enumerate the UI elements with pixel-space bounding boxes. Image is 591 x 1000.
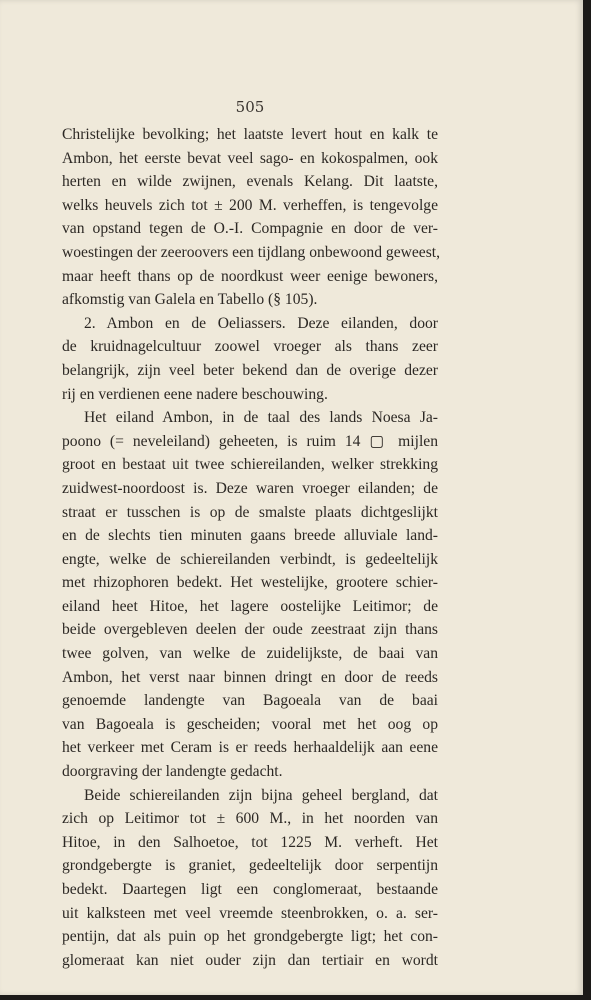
body-text — [62, 123, 441, 972]
text-line: grondgebergte is graniet, gedeeltelijk door serpentijn — [62, 857, 438, 875]
text-line: Het eiland Ambon, in de taal des lands Noesa Ja- — [84, 409, 438, 427]
text-line: Ambon, het eerste bevat veel sago- en kokospalmen, ook — [62, 149, 438, 167]
text-line: bedekt. Daartegen ligt een conglomeraat, bestaande — [62, 881, 438, 898]
text-line: poono (= neveleiland) geheeten, is ruim 14 ▢ mijlen — [62, 432, 438, 450]
text-line: engte, welke de schiereilanden verbindt, is gedeeltelijk — [62, 550, 438, 568]
text-line: van Bagoeala is gescheiden; vooral met het oog op — [62, 715, 438, 733]
text-line: van opstand tegen de O.-I. Compagnie en door de ver- — [62, 220, 438, 238]
text-line: met rhizophoren bedekt. Het westelijke, grootere schier- — [62, 574, 438, 592]
text-line: beide overgebleven deelen der oude zeestraat zijn thans — [62, 621, 438, 639]
text-line: en de slechts tien minuten gaans breede alluviale land- — [62, 527, 438, 545]
text-line: zuidwest-noordoost is. Deze waren vroeger eilanden; de — [62, 479, 438, 497]
text-line: 2. Ambon en de Oeliassers. Deze eilanden, door — [84, 314, 438, 332]
text-line: het verkeer met Ceram is er reeds herhaaldelijk aan eene — [62, 739, 438, 757]
page-number: 505 — [235, 98, 265, 116]
text-line: pentijn, dat als puin op het grondgebergte ligt; het con- — [62, 928, 438, 946]
text-line: Ambon, het verst naar binnen dringt en door de reeds — [62, 668, 438, 686]
text-line: glomeraat kan niet ouder zijn dan tertiair en wordt — [62, 951, 438, 969]
text-line: herten en wilde zwijnen, evenals Kelang. Dit laatste, — [62, 173, 438, 191]
text-line: rij en verdienen eene nadere beschouwing. — [62, 385, 328, 403]
text-line: Christelijke bevolking; het laatste levert hout en kalk te — [62, 126, 438, 143]
text-line: woestingen der zeeroovers een tijdlang onbewoond geweest, — [62, 243, 441, 261]
text-line: maar heeft thans op de noordkust weer eenige bewoners, — [62, 267, 438, 285]
text-line: welks heuvels zich tot ± 200 M. verheffen, is tengevolge — [62, 196, 438, 214]
text-line: belangrijk, zijn veel beter bekend dan de overige dezer — [62, 361, 438, 379]
text-line: doorgraving der landengte gedacht. — [62, 763, 283, 781]
text-line: Beide schiereilanden zijn bijna geheel bergland, dat — [84, 786, 438, 804]
text-line: twee golven, van welke de zuidelijkste, de baai van — [62, 645, 438, 663]
text-line: zich op Leitimor tot ± 600 M., in het noorden van — [62, 810, 438, 828]
text-line: de kruidnagelcultuur zoowel vroeger als thans zeer — [62, 338, 438, 356]
text-line: eiland heet Hitoe, het lagere oostelijke Leitimor; de — [62, 597, 438, 615]
text-line: groot en bestaat uit twee schiereilanden, welker strekking — [62, 456, 438, 474]
text-line: uit kalksteen met veel vreemde steenbrokken, o. a. ser- — [62, 904, 438, 922]
text-line: Hitoe, in den Salhoetoe, tot 1225 M. verheft. Het — [62, 833, 438, 851]
text-line: straat er tusschen is op de smalste plaats dichtgeslijkt — [62, 503, 438, 521]
text-line: genoemde landengte van Bagoeala van de baai — [62, 692, 438, 710]
text-line: afkomstig van Galela en Tabello (§ 105). — [62, 291, 318, 309]
